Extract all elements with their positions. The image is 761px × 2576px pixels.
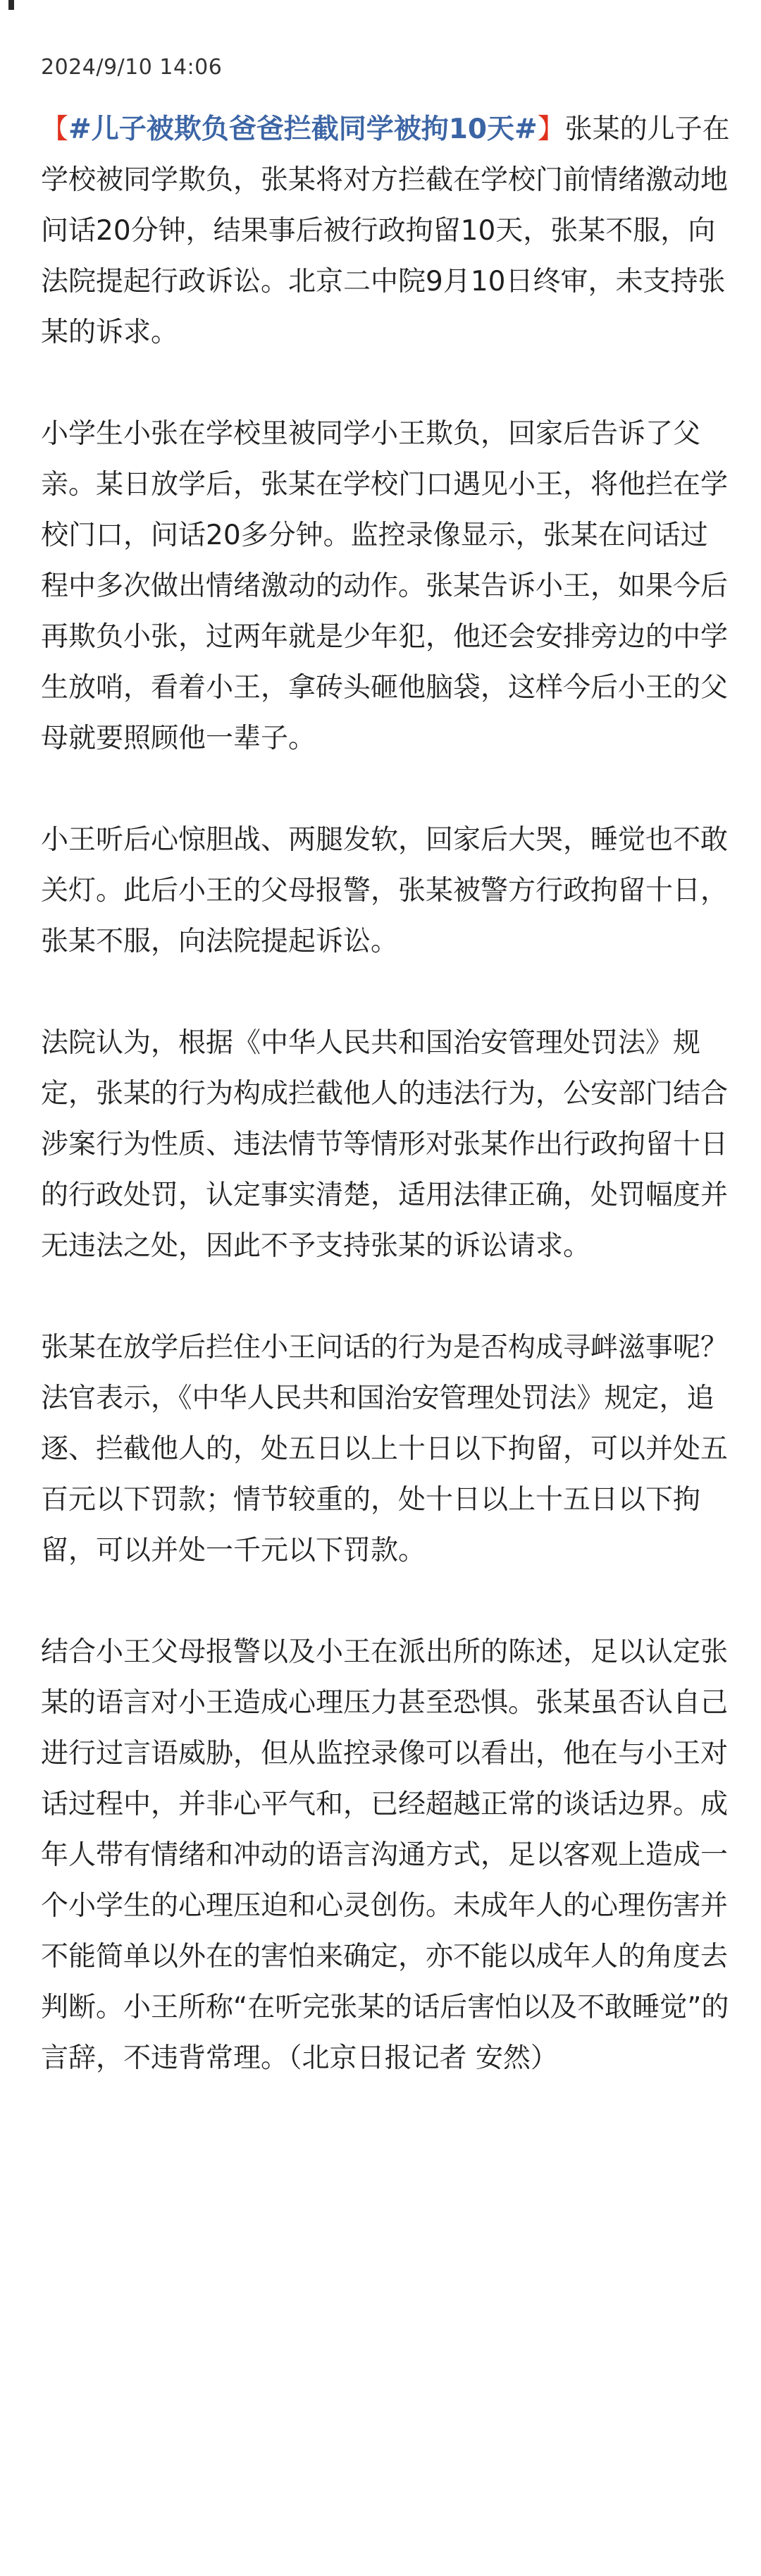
paragraph-6: 结合小王父母报警以及小王在派出所的陈述，足以认定张某的语言对小王造成心理压力甚至恐惧。张某虽否认自己进行过言语威胁，但从监控录像可以看出，他在与小王对话过程中，并非心平气和，已经超越正常的谈话边界。成年人带有情绪和冲动的语言沟通方式，足以客观上造成一个小学生的心理压迫和心灵创伤。未成年人的心理伤害并不能简单以外在的害怕来确定，亦不能以成年人的角度去判断。小王所称“在听完张某的话后害怕以及不敢睡觉”的言辞，不违背常理。（北京日报记者 安然） (41, 1636, 729, 2074)
hashtag-open-bracket: 【 (41, 114, 69, 145)
hashtag-close-bracket: 】 (537, 114, 565, 145)
article-body (41, 104, 731, 2084)
post-timestamp: 2024/9/10 14:06 (41, 55, 223, 80)
paragraph-2: 小学生小张在学校里被同学小王欺负，回家后告诉了父亲。某日放学后，张某在学校门口遇见小王，将他拦在学校门口，问话20多分钟。监控录像显示，张某在问话过程中多次做出情绪激动的动作。张某告诉小王，如果今后再欺负小张，过两年就是少年犯，他还会安排旁边的中学生放哨，看着小王，拿砖头砸他脑袋，这样今后小王的父母就要照顾他一辈子。 (41, 418, 729, 754)
paragraph-intro-text: 张某的儿子在学校被同学欺负，张某将对方拦截在学校门前情绪激动地问话20分钟，结果事后被行政拘留10天，张某不服，向法院提起行政诉讼。北京二中院9月10日终审，未支持张某的诉求。 (41, 114, 730, 348)
paragraph-intro (41, 104, 731, 358)
hashtag-link[interactable] (41, 114, 565, 145)
top-edge-marker (8, 0, 14, 10)
hashtag-text: #儿子被欺负爸爸拦截同学被拘10天# (68, 114, 538, 145)
paragraph-4: 法院认为，根据《中华人民共和国治安管理处罚法》规定，张某的行为构成拦截他人的违法行为，公安部门结合涉案行为性质、违法情节等情形对张某作出行政拘留十日的行政处罚，认定事实清楚，适用法律正确，处罚幅度并无违法之处，因此不予支持张某的诉讼请求。 (41, 1027, 729, 1262)
paragraph-3: 小王听后心惊胆战、两腿发软，回家后大哭，睡觉也不敢关灯。此后小王的父母报警，张某被警方行政拘留十日，张某不服，向法院提起诉讼。 (41, 824, 729, 957)
paragraph-5: 张某在放学后拦住小王问话的行为是否构成寻衅滋事呢？法官表示，《中华人民共和国治安管理处罚法》规定，追逐、拦截他人的，处五日以上十日以下拘留，可以并处五百元以下罚款；情节较重的，处十日以上十五日以下拘留，可以并处一千元以下罚款。 (41, 1332, 729, 1566)
